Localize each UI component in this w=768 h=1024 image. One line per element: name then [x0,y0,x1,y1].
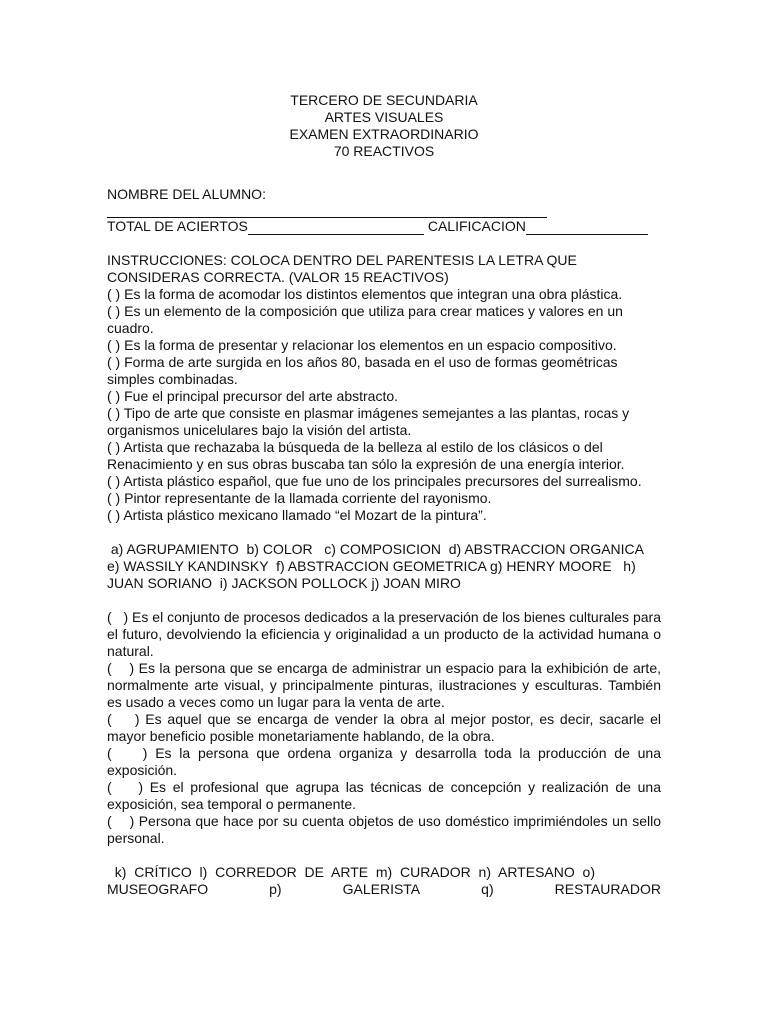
answer-options-line: k) CRÍTICO l) CORREDOR DE ARTE m) CURADOR n) ARTESANO o) [107,864,595,880]
question-item: ( ) Forma de arte surgida en los años 80, basada en el uso de formas geométricas simples combinadas. [107,354,618,387]
question-item: ( ) Es la persona que ordena organiza y desarrolla toda la producción de una exposición. [107,745,665,778]
question-item: ( ) Es la forma de acomodar los distintos elementos que integran una obra plástica. [107,286,623,302]
instructions: INSTRUCCIONES: COLOCA DENTRO DEL PARENTESIS LA LETRA QUE CONSIDERAS CORRECTA. (VALOR 15 REACTIVOS) [107,252,577,285]
question-item: ( ) Tipo de arte que consiste en plasmar imágenes semejantes a las plantas, rocas y organismos unicelulares bajo la visión del artista. [107,405,630,438]
answer-options-line: JUAN SORIANO i) JACKSON POLLOCK j) JOAN MIRO [107,575,461,591]
question-item: ( ) Artista plástico español, que fue uno de los principales precursores del surrealismo. [107,473,642,489]
question-item: ( ) Pintor representante de la llamada corriente del rayonismo. [107,490,492,506]
question-item: ( ) Es un elemento de la composición que utiliza para crear matices y valores en un cuadro. [107,303,623,336]
score-row [107,218,661,235]
option-text: MUSEOGRAFO [107,881,209,897]
header-grade: TERCERO DE SECUNDARIA [290,92,478,108]
option-text: RESTAURADOR [554,881,661,897]
option-text: GALERISTA [342,881,421,897]
total-blank[interactable] [248,220,424,235]
question-list-1 [107,286,661,524]
question-item: ( ) Persona que hace por su cuenta objetos de uso doméstico imprimiéndoles un sello personal. [107,813,665,846]
student-name-blank[interactable] [107,203,547,218]
answer-options-line [107,881,661,898]
exam-page [107,92,665,898]
question-item: ( ) Artista que rechazaba la búsqueda de la belleza al estilo de los clásicos o del Renacimiento y en sus obras buscaba tan sólo la expresión de una energía interior. [107,439,625,472]
answer-options-2 [107,864,661,898]
student-name-field[interactable] [107,203,661,218]
header-exam-type: EXAMEN EXTRAORDINARIO [289,126,479,142]
question-list-2 [107,609,665,847]
question-item: ( ) Es la persona que se encarga de administrar un espacio para la exhibición de arte, normalmente arte visual, y principalmente pinturas, ilustraciones y esculturas. También es usado a veces como un lugar para la venta de arte. [107,660,665,710]
header-item-count: 70 REACTIVOS [333,143,435,159]
question-item: ( ) Es la forma de presentar y relacionar los elementos en un espacio compositivo. [107,337,617,353]
grade-label: CALIFICACION [427,218,526,234]
total-label: TOTAL DE ACIERTOS [107,218,248,234]
student-name-label: NOMBRE DEL ALUMNO: [107,186,266,202]
question-item: ( ) Es aquel que se encarga de vender la obra al mejor postor, es decir, sacarle el mayor beneficio posible monetariamente hablando, de la obra. [107,711,665,744]
option-text: q) [481,881,494,897]
header-subject: ARTES VISUALES [324,109,444,125]
option-text: p) [269,881,282,897]
question-item: ( ) Es el conjunto de procesos dedicados a la preservación de los bienes culturales para el futuro, devolviendo la eficiencia y originalidad a un producto de la actividad humana o natural. [107,609,665,659]
answer-options-line: a) AGRUPAMIENTO b) COLOR c) COMPOSICION d) ABSTRACCION ORGANICA [107,541,645,557]
answer-options-line: e) WASSILY KANDINSKY f) ABSTRACCION GEOMETRICA g) HENRY MOORE h) [107,558,636,574]
question-item: ( ) Artista plástico mexicano llamado “el Mozart de la pintura”. [107,507,487,523]
question-item: ( ) Fue el principal precursor del arte abstracto. [107,388,399,404]
grade-blank[interactable] [526,220,648,235]
answer-options-1 [107,541,661,592]
question-item: ( ) Es el profesional que agrupa las técnicas de concepción y realización de una exposición, sea temporal o permanente. [107,779,665,812]
exam-header [107,92,661,160]
